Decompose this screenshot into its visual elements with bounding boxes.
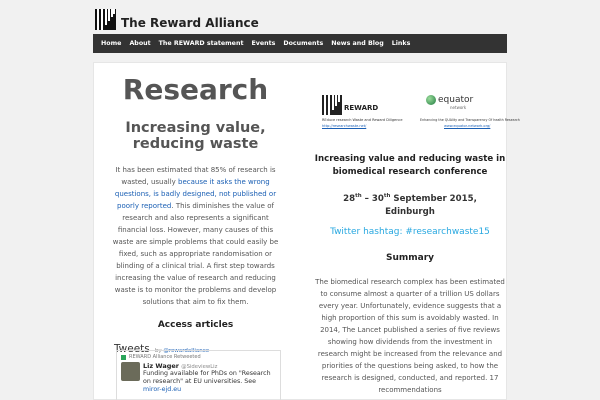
tweets-title[interactable]: Tweets [114,343,150,355]
date-end-suffix: th [383,193,391,199]
tweet-body [143,362,276,395]
tweet-handle[interactable]: @SideviewLiz [181,364,218,370]
twitter-hashtag[interactable]: Twitter hashtag: #researchwaste15 [330,227,490,237]
retweet-line [121,354,276,360]
barcode-logo-icon[interactable] [95,9,116,30]
nav-item-links[interactable]: Links [391,40,411,47]
page-subtitle: Increasing value, reducing waste [125,120,266,152]
intro-link[interactable]: because it asks the wrong questions, is badly designed, not published or poorly reported [114,178,277,210]
avatar[interactable] [121,362,140,381]
access-articles-heading: Access articles [157,320,234,330]
equator-sub: network [450,105,467,110]
tweet-text-body: Funding available for PhDs on "Research on research" at EU universities. See [143,370,271,386]
nav-item-reward-statement[interactable]: The REWARD statement [158,40,244,47]
main-content [93,62,520,400]
page-title: Research [122,73,269,106]
conference-title: Increasing value and reducing waste in biomedical research conference [314,154,506,177]
tweet-text [143,370,276,395]
date-start: 28 [343,193,356,204]
globe-icon [426,95,436,105]
intro-paragraph [108,164,283,308]
retweet-icon [121,355,126,360]
site-header [0,0,600,34]
tweets-by-prefix: by [154,348,162,354]
main-nav [93,34,507,53]
equator-url[interactable]: www.equator-network.org/ [444,124,491,128]
reward-barcode-icon [322,95,342,115]
date-separator: – 30 [361,193,384,204]
reward-tagline: REduce research Waste and Reward Diligence [322,118,403,122]
tweet-user[interactable] [143,362,276,370]
left-column [108,63,283,330]
equator-name: equator [438,95,474,105]
intro-text-start: It has been estimated that 85% of research is wasted, usually [115,166,276,186]
tweets-by-handle[interactable]: @rewardalliance [163,348,210,354]
date-start-suffix: th [355,193,362,199]
conference-location: Edinburgh [385,206,435,217]
nav-item-news-and-blog[interactable]: News and Blog [331,40,384,47]
twitter-timeline[interactable] [116,350,281,400]
nav-item-documents[interactable]: Documents [283,40,324,47]
tweet-user-name[interactable]: Liz Wager [143,362,180,370]
tweet-link[interactable]: miror-ejd.eu [143,386,182,394]
nav-item-events[interactable]: Events [251,40,276,47]
tweet [121,362,276,395]
equator-tagline: Enhancing the QUAlity and Transparency Of health Research [420,118,520,122]
retweeted-label: REWARD Alliance Retweeted [129,354,201,360]
conference-dates [312,190,508,219]
summary-heading: Summary [385,253,435,263]
nav-item-about[interactable]: About [129,40,151,47]
date-rest: September 2015, [390,193,477,204]
reward-name: REWARD [344,104,379,112]
partner-logos [322,95,520,135]
reward-url[interactable]: http://researchwaste.net/ [322,124,367,128]
intro-text-end: . This diminishes the value of research and also represents a significant financial loss. However, many causes of this waste are simple problems that could easily be fixed, such as appropriate randomisation or blinding of a clinical trial. A first step towards increasing the value of research and reducing waste is to monitor the problems and develop solutions that aim to fix them. [112,202,279,306]
nav-item-home[interactable]: Home [101,40,122,47]
summary-text: The biomedical research complex has been estimated to consume almost a quarter of a trillion US dollars every year. Unfortunately, evidence suggests that a high proportion of this sum is avoidably wasted. In 2014, The Lancet published a series of five reviews showing how dividends from the investment in research might be increased from the relevance and priorities of the questions being asked, to how the research is designed, conducted, and reported. 17 recommendations [315,278,505,394]
site-title[interactable]: The Reward Alliance [121,16,259,30]
